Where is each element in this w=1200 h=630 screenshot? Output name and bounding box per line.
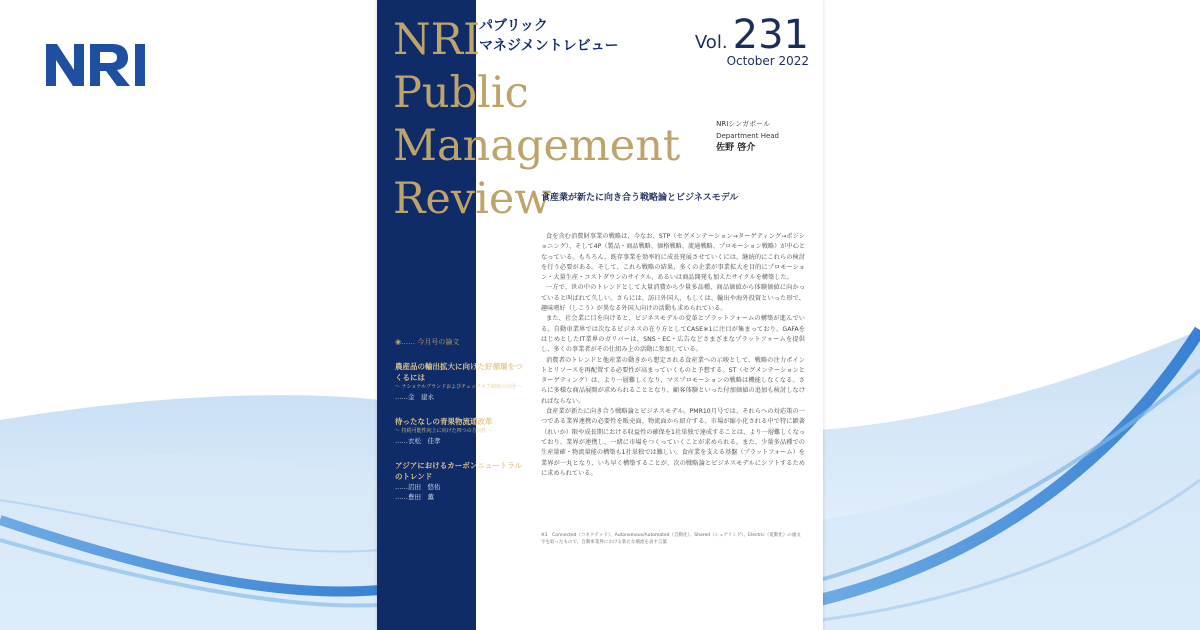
- nri-logo-mark: [44, 40, 148, 90]
- cover-title-line-1: NRI: [393, 15, 480, 65]
- body-paragraph: 食産業が新たに向き合う戦略論とビジネスモデル。PMR10月号では、それらへの対応策の一つである業界連携の必要性を販売面、物流面から紹介する。市場が縮小化される中で特に顕著（れいか）限や成長期における収益性の確保を1社単独で達成することは、より一層難しくなっており、業界が連携し、一緒に市場をつくっていくことが求められる。また、少量多品種での生産量確・物流量能の構築も1社単独では難しい。食産業を支える基盤（プラットフォーム）を業界が一丸となり、いち早く構築することが、次の戦略論とビジネスモデルにシフトするために求められている。: [541, 408, 805, 477]
- toc-heading: ◉…… 今月号の論文: [395, 338, 460, 346]
- jp-title-line-1: パブリック: [479, 18, 548, 34]
- toc-item-author: ……金 建永: [395, 393, 434, 401]
- volume-number: 231: [732, 12, 809, 58]
- cover-title-line-2: Public: [393, 68, 529, 118]
- toc-item-title: 待ったなしの青果物流通改革: [395, 417, 493, 426]
- article-body: [541, 232, 805, 479]
- toc-item: [395, 416, 523, 446]
- toc-item: [395, 460, 523, 502]
- issue-date: October 2022: [726, 54, 809, 68]
- table-of-contents: [395, 337, 523, 516]
- body-paragraph: 消費者のトレンドと他産業の動きから想定される食産業への示唆として、戦略の注力ポイントとリソースを再配置する必要性が高まっていくものと予想する。ST（セグメンテーションとターゲティング）は、より一層難しくなり、マスプロモーションの戦略は機能しなくなる。さらに多様な商品展開が求められることとなり、顧客体験といった付加価値の追加も検討しなければならない。: [541, 356, 805, 405]
- cover-title-line-4: Review: [393, 174, 552, 224]
- body-paragraph: 一方で、世の中のトレンドとして大量消費から少量多品種、商品価値から体験価値に向かっていると叫ばれて久しい。さらには、訪日外国人、もしくは、輸出や海外投資といった形で、趣味嗜好（しこう）が異なる外国人向けの活動も求められている。: [541, 284, 805, 313]
- footnote: ※1 Connected（コネクテッド）、Autonomous/Automated（自動化）、Shared（シェアリング）、Electric（電動化）の頭文字を取ったもので、自動車業界における新たな潮流を表す言葉: [541, 533, 801, 545]
- body-paragraph: 食を含む消費財事業の戦略は、今なお、STP（セグメンテーション→ターゲティング→ポジショニング）、そして4P（製品・商品戦略、価格戦略、流通戦略、プロモーション戦略）が中心となっている。もちろん、既存事業を効率的に成長発展させていくには、継続的にこれらの検討を行う必要がある。そして、これら戦略の結果、多くの企業が事業拡大を目的にプロモーション・大量生産・コストダウンのサイクル、あるいは商品開発も加えたサイクルを構築した。: [541, 233, 806, 282]
- toc-item-title: 農産品の輸出拡大に向けた好循環をつくるには: [395, 362, 523, 382]
- magazine-cover: [377, 0, 823, 630]
- nri-logo: [44, 40, 148, 90]
- cover-title-line-3: Management: [393, 121, 681, 171]
- author-title: Department Head: [716, 132, 779, 140]
- toc-item-author: ……豊田 薫: [395, 493, 434, 501]
- toc-item: [395, 361, 523, 402]
- author-name: 佐野 啓介: [716, 143, 756, 153]
- toc-item-subtitle: ～ 持続可能性向上に向けた四つの方向性 ～: [395, 428, 494, 434]
- article-title: 食産業が新たに向き合う戦略論とビジネスモデル: [541, 193, 739, 203]
- toc-item-subtitle: ～ ナショナルブランドおよびチェックオフ制度の活用 ～: [395, 384, 523, 390]
- volume-label: Vol.: [694, 32, 728, 53]
- toc-item-title: アジアにおけるカーボンニュートラルのトレンド: [395, 461, 522, 481]
- toc-item-author: ……衣松 佳孝: [395, 437, 441, 445]
- jp-title-line-2: マネジメントレビュー: [479, 38, 619, 54]
- volume-block: [695, 14, 809, 68]
- cover-japanese-title: [479, 16, 619, 56]
- toc-item-author: ……沼田 悠佑: [395, 483, 441, 491]
- body-paragraph: また、社会業に目を向けると、ビジネスモデルの変革とプラットフォームの構築が進んでいる。自動車業界では次なるビジネスの在り方としてCASE※1に注目が集まっており、GAFAをはじめとしたIT業界のガリバーは、SNS・EC・広告などさまざまなプラットフォームを提供し、多くの事業者がその仕組み上の活動に参加している。: [541, 315, 805, 354]
- author-block: [716, 118, 779, 154]
- author-org: NRIシンガポール: [716, 120, 770, 128]
